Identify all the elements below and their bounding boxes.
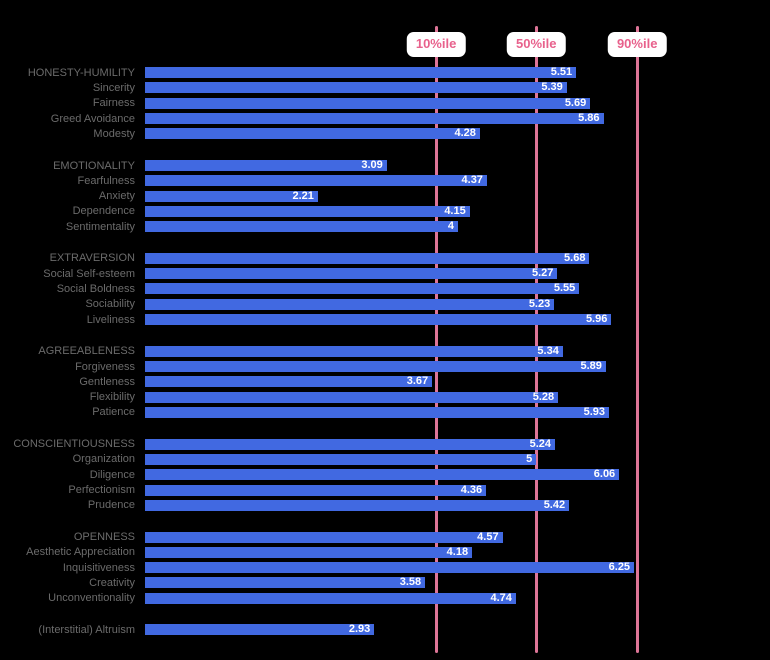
- table-row: [0, 437, 770, 452]
- bar-value-label: 3.09: [361, 159, 383, 172]
- score-bar: [145, 98, 590, 109]
- score-bar: [145, 361, 606, 372]
- table-row: [0, 591, 770, 606]
- row-label: AGREEABLENESS: [38, 345, 135, 358]
- bar-value-label: 3.67: [406, 375, 429, 388]
- row-label: Fairness: [92, 97, 135, 110]
- table-row: [0, 219, 770, 234]
- table-row: [0, 126, 770, 141]
- table-row: [0, 390, 770, 405]
- bar-value-label: 5.27: [531, 267, 554, 280]
- row-label: Prudence: [87, 499, 135, 512]
- row-label: Social Boldness: [56, 282, 135, 295]
- bar-area: [145, 253, 770, 264]
- row-label: Fearfulness: [77, 174, 135, 187]
- bar-area: [145, 128, 770, 139]
- bar-area: [145, 82, 770, 93]
- bar-area: [145, 376, 770, 387]
- score-bar: [145, 160, 387, 171]
- score-bar: [145, 562, 634, 573]
- bar-value-label: 4: [447, 220, 454, 233]
- bar-value-label: 5.55: [553, 282, 576, 295]
- table-row: [0, 545, 770, 560]
- table-row: [0, 188, 770, 203]
- table-row: [0, 281, 770, 296]
- bar-area: [145, 113, 770, 124]
- score-bar: [145, 314, 611, 325]
- row-label: Anxiety: [98, 190, 135, 203]
- bar-area: [145, 439, 770, 450]
- bar-area: [145, 314, 770, 325]
- bar-area: [145, 547, 770, 558]
- row-label: Sincerity: [92, 81, 135, 94]
- score-bar: [145, 128, 480, 139]
- percentile-label-10ile: 10%ile: [407, 32, 465, 57]
- table-row: [0, 65, 770, 80]
- bar-group-interstitial: [0, 622, 770, 637]
- bar-area: [145, 593, 770, 604]
- bar-area: [145, 500, 770, 511]
- bar-value-label: 5.86: [578, 112, 600, 125]
- bar-group-emotionality: [0, 158, 770, 234]
- bar-area: [145, 160, 770, 171]
- table-row: [0, 251, 770, 266]
- table-row: [0, 312, 770, 327]
- bar-area: [145, 346, 770, 357]
- row-label: Social Self-esteem: [43, 267, 135, 280]
- bar-value-label: 5.89: [580, 360, 602, 373]
- percentile-label-90ile: 90%ile: [608, 32, 666, 57]
- table-row: [0, 452, 770, 467]
- bar-area: [145, 532, 770, 543]
- bar-group-openness: [0, 529, 770, 605]
- bar-area: [145, 454, 770, 465]
- score-bar: [145, 253, 589, 264]
- score-bar: [145, 283, 579, 294]
- score-bar: [145, 268, 557, 279]
- bar-value-label: 5.51: [550, 66, 573, 79]
- bar-value-label: 4.57: [477, 530, 499, 543]
- row-label: Creativity: [89, 576, 135, 589]
- table-row: [0, 158, 770, 173]
- bar-group-agreeableness: [0, 344, 770, 420]
- table-row: [0, 80, 770, 95]
- score-bar: [145, 376, 432, 387]
- bar-groups: [0, 65, 770, 638]
- score-bar: [145, 113, 604, 124]
- row-label: CONSCIENTIOUSNESS: [13, 438, 135, 451]
- bar-value-label: 5.42: [543, 498, 566, 511]
- row-label: Sentimentality: [65, 220, 135, 233]
- table-row: [0, 374, 770, 389]
- row-label: (Interstitial) Altruism: [38, 623, 135, 636]
- bar-area: [145, 299, 770, 310]
- bar-value-label: 5: [526, 452, 533, 465]
- bar-area: [145, 407, 770, 418]
- row-label: Flexibility: [89, 391, 135, 404]
- table-row: [0, 575, 770, 590]
- table-row: [0, 359, 770, 374]
- score-bar: [145, 407, 609, 418]
- score-bar: [145, 439, 555, 450]
- bar-area: [145, 206, 770, 217]
- bar-value-label: 4.74: [490, 591, 512, 604]
- score-bar: [145, 593, 516, 604]
- table-row: [0, 266, 770, 281]
- bar-value-label: 6.06: [593, 468, 616, 481]
- score-bar: [145, 532, 503, 543]
- bar-value-label: 5.96: [585, 313, 608, 326]
- bar-area: [145, 98, 770, 109]
- score-bar: [145, 485, 486, 496]
- row-label: Aesthetic Appreciation: [26, 546, 135, 559]
- score-bar: [145, 191, 318, 202]
- bar-area: [145, 485, 770, 496]
- bar-area: [145, 268, 770, 279]
- row-label: Greed Avoidance: [50, 112, 135, 125]
- bar-area: [145, 175, 770, 186]
- row-label: Modesty: [93, 127, 135, 140]
- table-row: [0, 498, 770, 513]
- table-row: [0, 344, 770, 359]
- row-label: Dependence: [72, 205, 135, 218]
- bar-group-conscientiousness: [0, 437, 770, 513]
- table-row: [0, 405, 770, 420]
- table-row: [0, 297, 770, 312]
- score-bar: [145, 469, 619, 480]
- score-bar: [145, 500, 569, 511]
- row-label: Sociability: [85, 298, 135, 311]
- score-bar: [145, 454, 536, 465]
- table-row: [0, 467, 770, 482]
- table-row: [0, 173, 770, 188]
- bar-value-label: 5.28: [532, 390, 555, 403]
- bar-area: [145, 577, 770, 588]
- score-bar: [145, 577, 425, 588]
- table-row: [0, 622, 770, 637]
- bar-area: [145, 469, 770, 480]
- bar-value-label: 4.15: [444, 204, 466, 217]
- bar-area: [145, 562, 770, 573]
- bar-area: [145, 191, 770, 202]
- bar-value-label: 5.93: [583, 405, 606, 418]
- bar-value-label: 4.18: [446, 545, 469, 558]
- row-label: Patience: [92, 406, 135, 419]
- score-bar: [145, 547, 472, 558]
- table-row: [0, 204, 770, 219]
- bar-group-honesty-humility: [0, 65, 770, 141]
- score-bar: [145, 392, 558, 403]
- bar-area: [145, 221, 770, 232]
- score-bar: [145, 82, 567, 93]
- bar-value-label: 5.68: [564, 251, 586, 264]
- score-bar: [145, 299, 554, 310]
- row-label: EMOTIONALITY: [53, 159, 135, 172]
- table-row: [0, 529, 770, 544]
- row-label: EXTRAVERSION: [49, 252, 135, 265]
- bar-value-label: 5.69: [564, 96, 587, 109]
- score-bar: [145, 221, 458, 232]
- score-bar: [145, 624, 374, 635]
- bar-value-label: 5.23: [528, 297, 551, 310]
- score-bar: [145, 206, 470, 217]
- bar-value-label: 6.25: [608, 561, 631, 574]
- table-row: [0, 111, 770, 126]
- bar-value-label: 4.37: [461, 174, 483, 187]
- bar-value-label: 5.39: [541, 81, 563, 94]
- score-bar: [145, 67, 576, 78]
- score-bar: [145, 346, 563, 357]
- row-label: Diligence: [89, 468, 135, 481]
- bar-value-label: 3.58: [399, 576, 422, 589]
- bar-value-label: 2.21: [292, 189, 314, 202]
- bar-area: [145, 624, 770, 635]
- row-label: Perfectionism: [68, 484, 135, 497]
- bar-group-extraversion: [0, 251, 770, 327]
- row-label: Forgiveness: [75, 360, 135, 373]
- row-label: Liveliness: [86, 313, 135, 326]
- row-label: Unconventionality: [48, 592, 135, 605]
- table-row: [0, 96, 770, 111]
- bar-area: [145, 67, 770, 78]
- score-bar: [145, 175, 487, 186]
- bar-area: [145, 392, 770, 403]
- row-label: HONESTY-HUMILITY: [27, 66, 135, 79]
- bar-value-label: 4.28: [454, 127, 476, 140]
- row-label: Gentleness: [79, 375, 135, 388]
- bar-value-label: 4.36: [460, 483, 483, 496]
- table-row: [0, 560, 770, 575]
- table-row: [0, 482, 770, 497]
- row-label: OPENNESS: [73, 531, 135, 544]
- row-label: Organization: [72, 453, 135, 466]
- bar-value-label: 2.93: [348, 623, 371, 636]
- bar-area: [145, 361, 770, 372]
- bar-value-label: 5.24: [529, 437, 552, 450]
- row-label: Inquisitiveness: [62, 561, 135, 574]
- percentile-label-50ile: 50%ile: [507, 32, 565, 57]
- bar-area: [145, 283, 770, 294]
- bar-value-label: 5.34: [537, 344, 559, 357]
